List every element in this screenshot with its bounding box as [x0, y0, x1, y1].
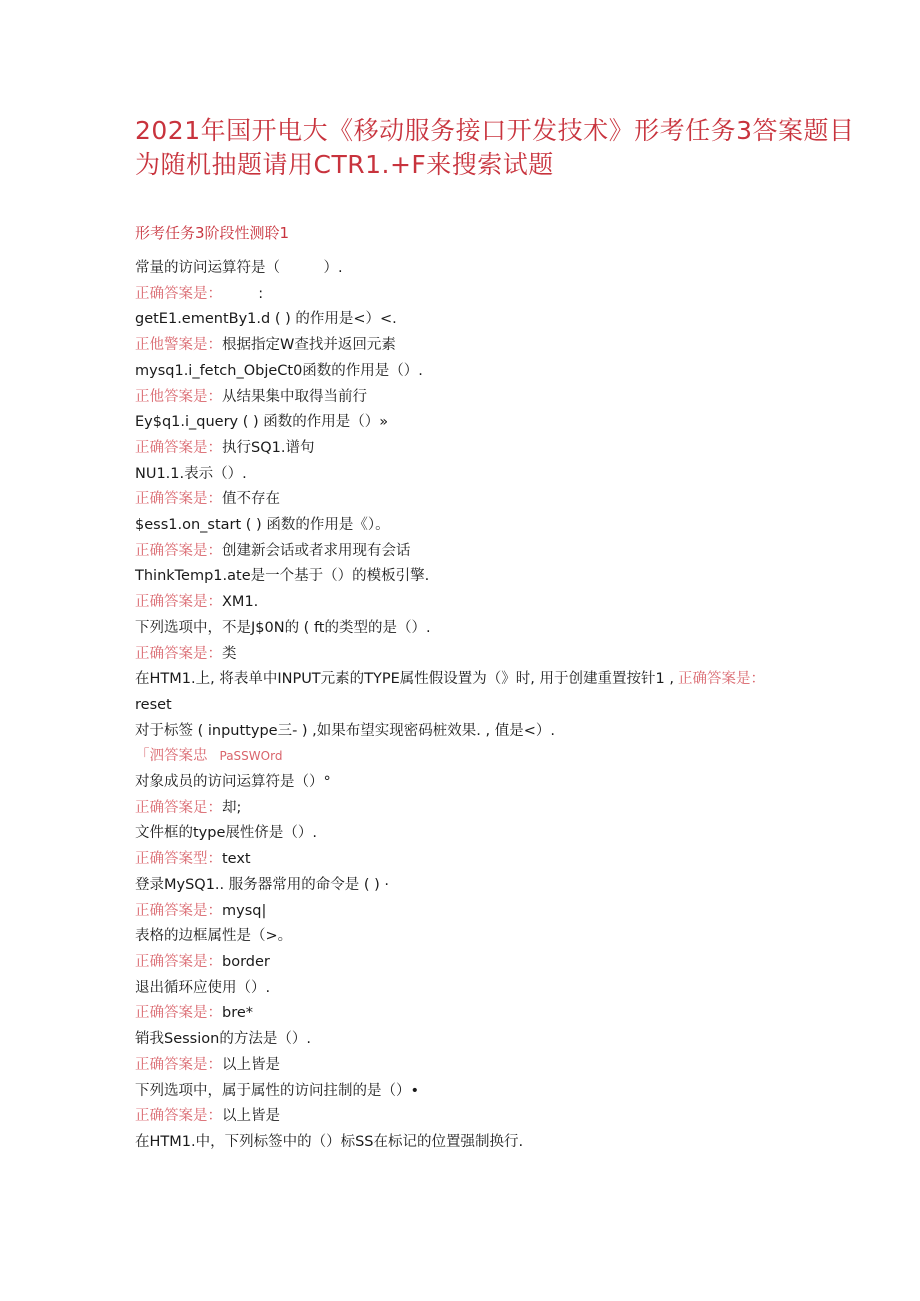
question-line: 对象成员的访问运算符是（）°: [135, 774, 331, 791]
answer-line: [135, 333, 835, 359]
answer-line: [135, 436, 835, 462]
answer-line: [135, 539, 835, 565]
answer-label: 正确答案型：: [135, 851, 222, 868]
answer-label: 正确答案是：: [135, 542, 222, 559]
question-line: 退出循环应使用（）.: [135, 979, 271, 996]
question-line: 文件框的type展性侪是（）.: [135, 825, 317, 842]
answer-value: mysq|: [222, 902, 267, 919]
answer-value: 根据指定W查找并返回元素: [222, 337, 396, 354]
answer-value: XM1.: [222, 594, 259, 611]
answer-line: [135, 950, 835, 976]
answer-value: 值不存在: [222, 491, 280, 508]
question-line: 下列选项中，属于属性的访问拄制的是（）•: [135, 1082, 420, 1099]
title-line-2: 为随机抽题请用CTR1.+F来搜索试题: [135, 150, 554, 179]
question-line: ThinkTemp1.ate是一个基于（）的模板引擎.: [135, 568, 430, 585]
answer-value: bre*: [222, 1005, 254, 1022]
answer-label: 正确答案是：: [135, 491, 222, 508]
answer-value: 以上皆是: [222, 1108, 280, 1125]
answer-label: 正确答案是：: [135, 645, 222, 662]
answer-label: 正确答案是：: [135, 953, 222, 970]
question-text: 在HTM1.上, 将表单中INPUT元素的TYPE属性假设置为（》时, 用于创建重置按针1 ,: [135, 671, 674, 688]
question-line: [135, 667, 835, 693]
question-line: 销我Session的方法是（）.: [135, 1031, 311, 1048]
answer-line: [135, 1001, 835, 1027]
answer-label: 正确答案是：: [135, 594, 222, 611]
answer-value: border: [222, 953, 270, 970]
question-line: mysq1.i_fetch_ObjeCt0函数的作用是（）.: [135, 362, 423, 379]
title-line-1: 2021年国开电大《移动服务接口开发技术》形考任务3答案题目: [135, 116, 855, 145]
answer-label: 正确答案是：: [135, 1056, 222, 1073]
answer-line: [135, 385, 835, 411]
question-line: Ey$q1.i_query ( ) 函数的作用是（）»: [135, 414, 389, 431]
answer-line: [135, 282, 835, 308]
answer-value: 创建新会话或者求用现有会话: [222, 542, 411, 559]
answer-label: 正确答案是：: [135, 285, 215, 302]
question-line: 常量的访问运算符是（ ）.: [135, 260, 343, 276]
answer-label: 正确答案是：: [135, 1005, 222, 1022]
document-title: [135, 114, 855, 182]
answer-label: 正确答案足：: [135, 799, 222, 816]
question-line: 表格的边框属性是（>。: [135, 928, 293, 945]
question-line: 下列选项中，不是J$0N的 ( ft的类型的是（）.: [135, 619, 431, 636]
answer-label: 正确答案是：: [135, 1108, 222, 1125]
answer-label: 正确答案是：: [135, 439, 222, 456]
answer-value: 却;: [222, 799, 242, 816]
question-line: reset: [135, 696, 172, 713]
answer-label: 正他警案是：: [135, 337, 222, 354]
answer-line: [135, 744, 835, 770]
answer-value: 以上皆是: [222, 1056, 280, 1073]
question-line: 登录MySQ1.. 服务器常用的命令是 ( ) ·: [135, 876, 390, 893]
answer-value: PaSSWOrd: [219, 749, 283, 764]
answer-line: [135, 1053, 835, 1079]
answer-line: [135, 1104, 835, 1130]
answer-value: :: [214, 285, 264, 302]
answer-line: [135, 847, 835, 873]
answer-line: [135, 487, 835, 513]
answer-line: [135, 642, 835, 668]
answer-value: 类: [222, 645, 237, 662]
answer-line: [135, 899, 835, 925]
question-line: getE1.ementBy1.d ( ) 的作用是<）<.: [135, 311, 397, 328]
answer-label: 「泗答案忠: [135, 748, 208, 765]
question-line: 对于标签 ( inputtype三- ) ,如果布望实现密码桩效果. , 值是<）.: [135, 722, 555, 739]
question-line: NU1.1.表示（）.: [135, 465, 247, 482]
answer-line: [135, 590, 835, 616]
answer-line: [135, 796, 835, 822]
question-answer-list: [135, 256, 835, 1156]
answer-label: 正确答案是：: [135, 902, 222, 919]
question-line: $ess1.on_start ( ) 函数的作用是《）。: [135, 517, 390, 534]
answer-value: text: [222, 851, 251, 868]
section-heading: 形考任务3阶段性测聆1: [135, 224, 290, 242]
answer-value: 执行SQ1.谱句: [222, 439, 315, 456]
question-line: 在HTM1.中，下列标签中的（）标SS在标记的位置强制换行.: [135, 1133, 524, 1150]
answer-value: 从结果集中取得当前行: [222, 388, 367, 405]
answer-label: 正他答案是：: [135, 388, 222, 405]
answer-label: 正确答案是：: [677, 671, 765, 688]
